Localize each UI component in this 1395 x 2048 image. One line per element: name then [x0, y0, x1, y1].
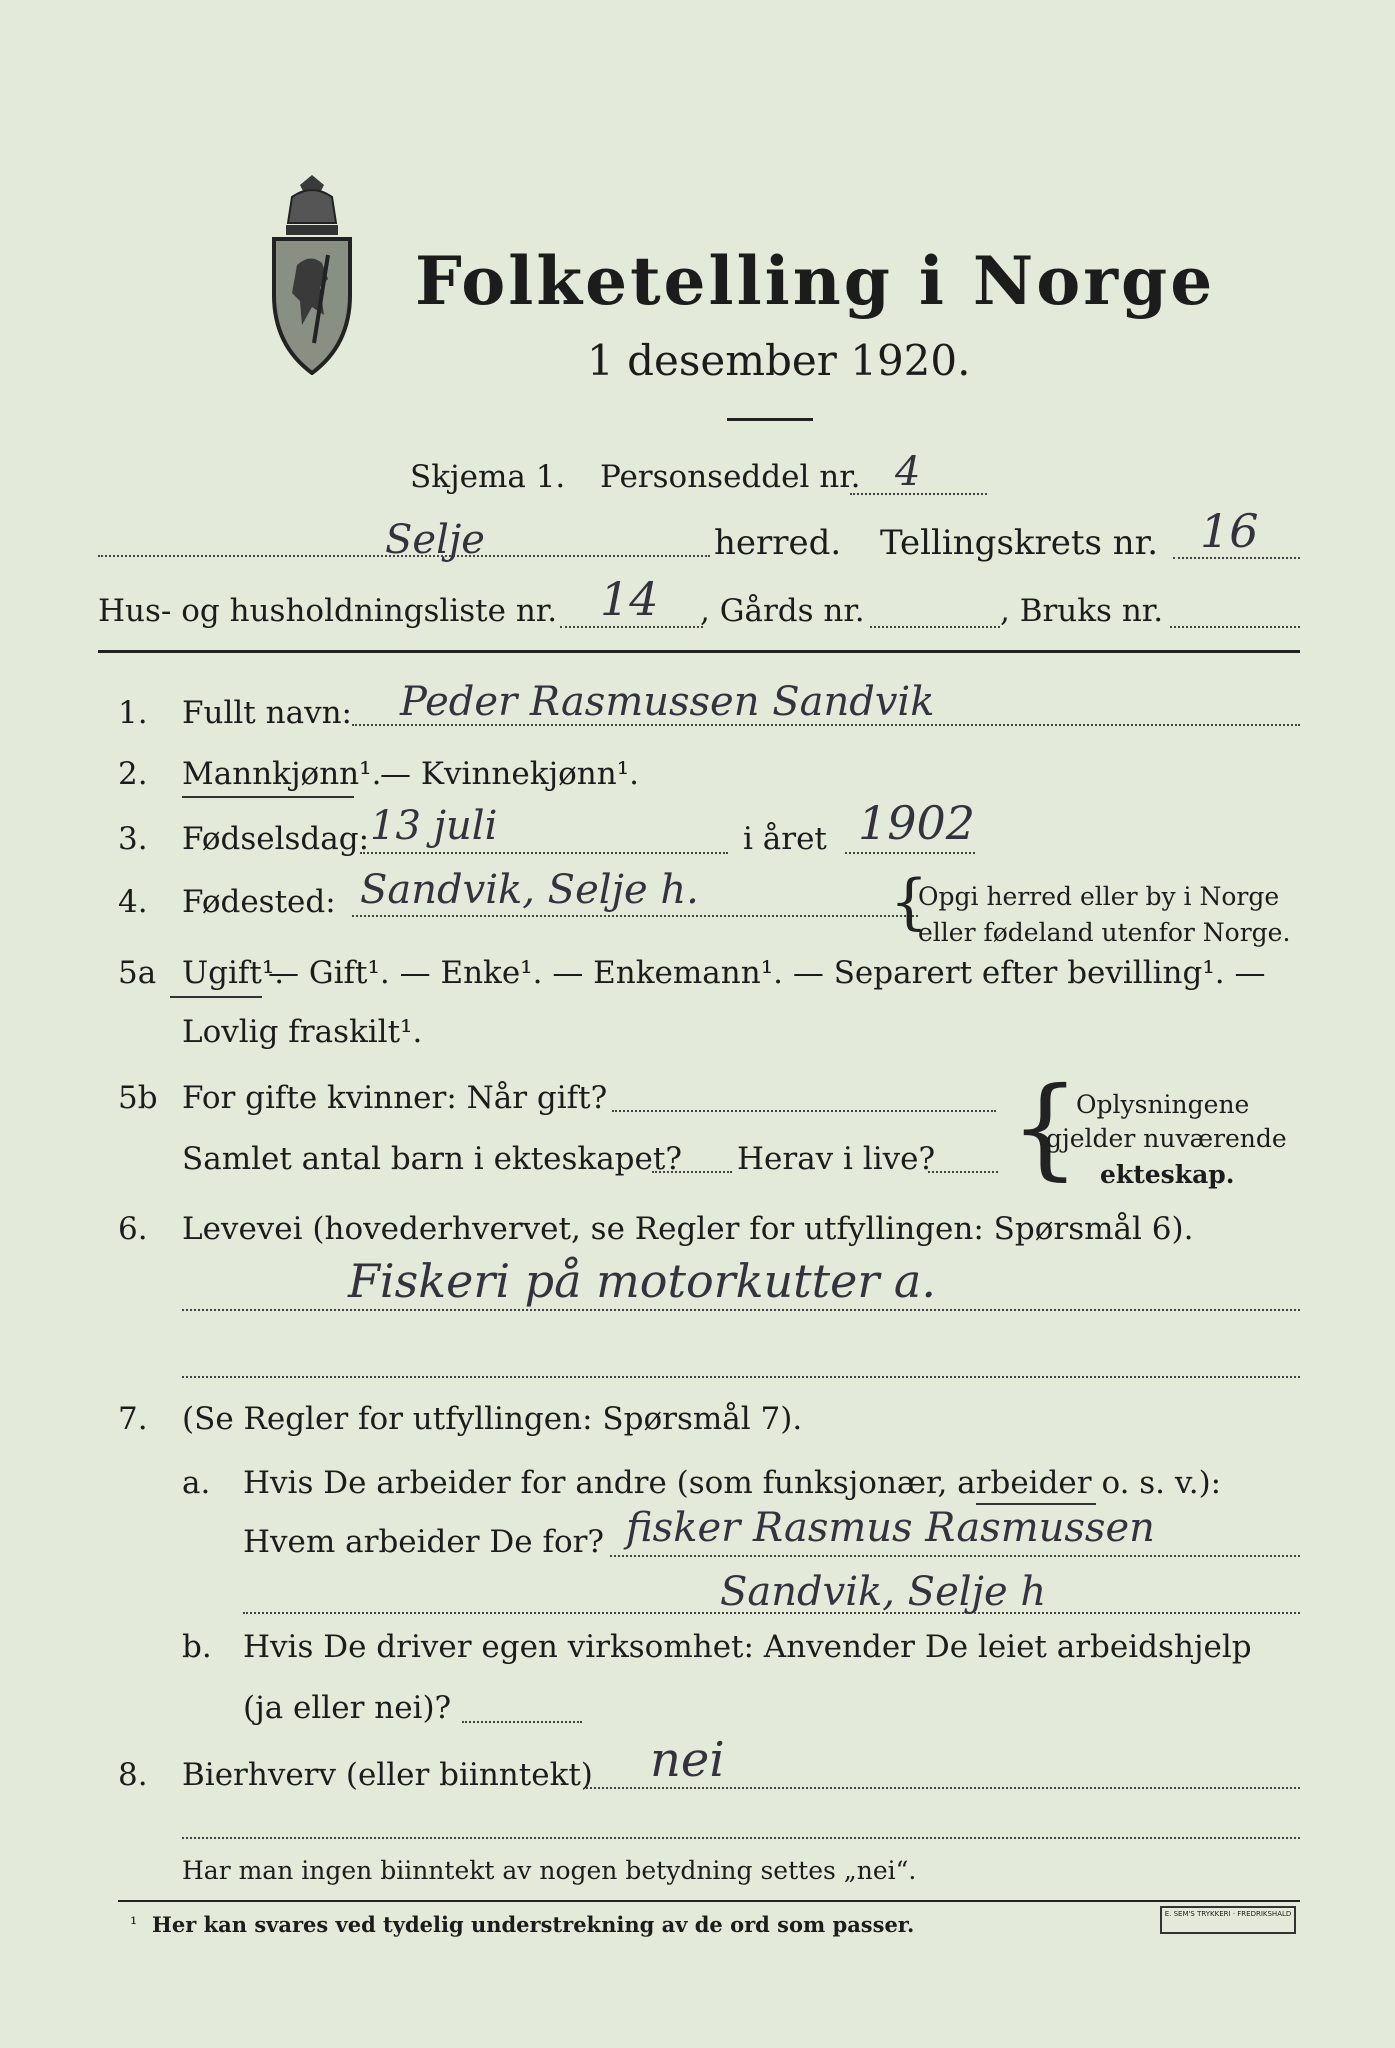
footer-divider	[118, 1900, 1300, 1902]
footnote-text: Her kan svares ved tydelig understrekning av de ord som passer.	[152, 1912, 915, 1937]
herred-label: herred.	[714, 523, 842, 563]
q8-label: Bierhverv (eller biinntekt)	[182, 1757, 593, 1793]
q6-number: 6.	[118, 1211, 148, 1247]
q2-mann: Mannkjønn¹.	[182, 756, 382, 792]
gards-label: , Gårds nr.	[700, 593, 865, 629]
q8-number: 8.	[118, 1757, 148, 1793]
q3-number: 3.	[118, 821, 148, 857]
q6-label: Levevei (hovederhvervet, se Regler for utfyllingen: Spørsmål 6).	[182, 1211, 1194, 1247]
q5b-label-1: For gifte kvinner: Når gift?	[182, 1080, 608, 1116]
q3-label: Fødselsdag:	[182, 821, 370, 857]
q4-label: Fødested:	[182, 884, 336, 920]
ugift-underline	[170, 996, 262, 998]
coat-of-arms-icon	[262, 175, 362, 375]
q7b-text: Hvis De driver egen virksomhet: Anvender De leiet arbeidshjelp	[243, 1629, 1252, 1665]
q5a-ugift: Ugift¹.	[182, 955, 285, 991]
q1-number: 1.	[118, 695, 148, 731]
q7a-text: Hvis De arbeider for andre (som funksjonær, arbeider o. s. v.):	[243, 1465, 1222, 1501]
q5b-note-1: Oplysningene	[1076, 1090, 1250, 1119]
side-income-value: nei	[650, 1732, 725, 1788]
employer-value-2: Sandvik, Selje h	[720, 1569, 1047, 1615]
printer-stamp-text: E. SEM'S TRYKKERI · FREDRIKSHALD	[1164, 1910, 1292, 1918]
q3-year-label: i året	[743, 821, 827, 857]
form-date: 1 desember 1920.	[587, 336, 971, 385]
census-form: Folketelling i Norge 1 desember 1920. Skjema 1. Personseddel nr. 4 Selje herred. Tellingskrets nr. 16 Hus- og husholdningsliste nr. 14 , Gårds nr. , Bruks nr. 1. Fullt navn: Peder Rasmussen Sandvik 2. Mannkjønn¹. — Kvinnekjønn¹. 3. Fødselsdag: 13 juli i året 1902 4. Fødested: Sandvik, Selje h. { Opgi herred eller by i Norge eller fødeland utenfor Norge. 5a Ugift¹. — Gift¹. — Enke¹. — Enkemann¹. — Separert efter bevilling¹. — Lovlig fraskilt¹. 5b For gifte kvinner: Når gift? Samlet antal barn i ekteskapet? Herav i live? { Oplysningene gjelder nuværende ekteskap. 6. Levevei (hovederhvervet, se Regler for utfyllingen: Spørsmål 6). Fiskeri på motorkutter a. 7. (Se Regler for utfyllingen: Spørsmål 7). a. Hvis De arbeider for andre (som funksjonær, arbeider o. s. v.): Hvem arbeider De for? fisker Rasmus Rasmussen Sandvik, Selje h b. Hvis De driver egen virksomhet: Anvender De leiet arbeidshjelp (ja eller nei)? 8. Bierhverv (eller biinntekt) nei Har man ingen biinntekt av nogen betydning settes „nei“. ¹ Her kan svares ved tydelig understrekning av de ord som passer. E. SEM'S TRYKKERI · FREDRIKSHALD	[0, 0, 1395, 2048]
skjema-label: Skjema 1.	[410, 459, 566, 495]
q4-number: 4.	[118, 884, 148, 920]
q5b-note-2: gjelder nuværende	[1046, 1124, 1287, 1153]
footnote-number: ¹	[130, 1914, 138, 1935]
q7b-question: (ja eller nei)?	[243, 1690, 452, 1726]
q4-note-2: eller fødeland utenfor Norge.	[918, 918, 1291, 947]
herred-value: Selje	[385, 517, 485, 563]
q5b-number: 5b	[118, 1080, 158, 1116]
form-title: Folketelling i Norge	[415, 242, 1216, 320]
q7-number: 7.	[118, 1401, 148, 1437]
q2-kvinne: — Kvinnekjønn¹.	[380, 756, 639, 792]
q5a-line2: Lovlig fraskilt¹.	[182, 1014, 423, 1050]
birth-year-value: 1902	[858, 796, 976, 850]
birthplace-value: Sandvik, Selje h.	[360, 867, 699, 913]
full-name-value: Peder Rasmussen Sandvik	[400, 679, 935, 725]
q1-label: Fullt navn:	[182, 695, 352, 731]
birthday-value: 13 juli	[370, 803, 498, 849]
q5b-label-2: Samlet antal barn i ekteskapet?	[182, 1141, 682, 1177]
personseddel-value: 4	[895, 449, 921, 495]
q5a-number: 5a	[118, 955, 157, 991]
printer-stamp	[1160, 1906, 1296, 1934]
employer-value-1: fisker Rasmus Rasmussen	[626, 1505, 1155, 1551]
hus-label: Hus- og husholdningsliste nr.	[98, 593, 558, 629]
q4-note-1: Opgi herred eller by i Norge	[918, 882, 1280, 911]
q5b-note-3: ekteskap.	[1100, 1160, 1235, 1189]
q7a-number: a.	[182, 1465, 211, 1501]
q5b-label-3: Herav i live?	[737, 1141, 936, 1177]
header-divider	[98, 650, 1300, 653]
tellingskrets-label: Tellingskrets nr.	[880, 523, 1159, 563]
tellingskrets-value: 16	[1200, 504, 1259, 558]
q7a-question: Hvem arbeider De for?	[243, 1524, 605, 1560]
q5a-options: — Gift¹. — Enke¹. — Enkemann¹. — Separert efter bevilling¹. —	[268, 955, 1266, 991]
hus-value: 14	[600, 572, 659, 626]
q2-number: 2.	[118, 756, 148, 792]
title-divider	[727, 418, 813, 421]
mann-underline	[182, 796, 354, 798]
q7-label: (Se Regler for utfyllingen: Spørsmål 7).	[182, 1401, 803, 1437]
occupation-value: Fiskeri på motorkutter a.	[348, 1254, 936, 1308]
bruks-label: , Bruks nr.	[1000, 593, 1164, 629]
personseddel-label: Personseddel nr.	[600, 459, 861, 495]
q7b-number: b.	[182, 1629, 212, 1665]
footer-note: Har man ingen biinntekt av nogen betydning settes „nei“.	[182, 1856, 917, 1885]
